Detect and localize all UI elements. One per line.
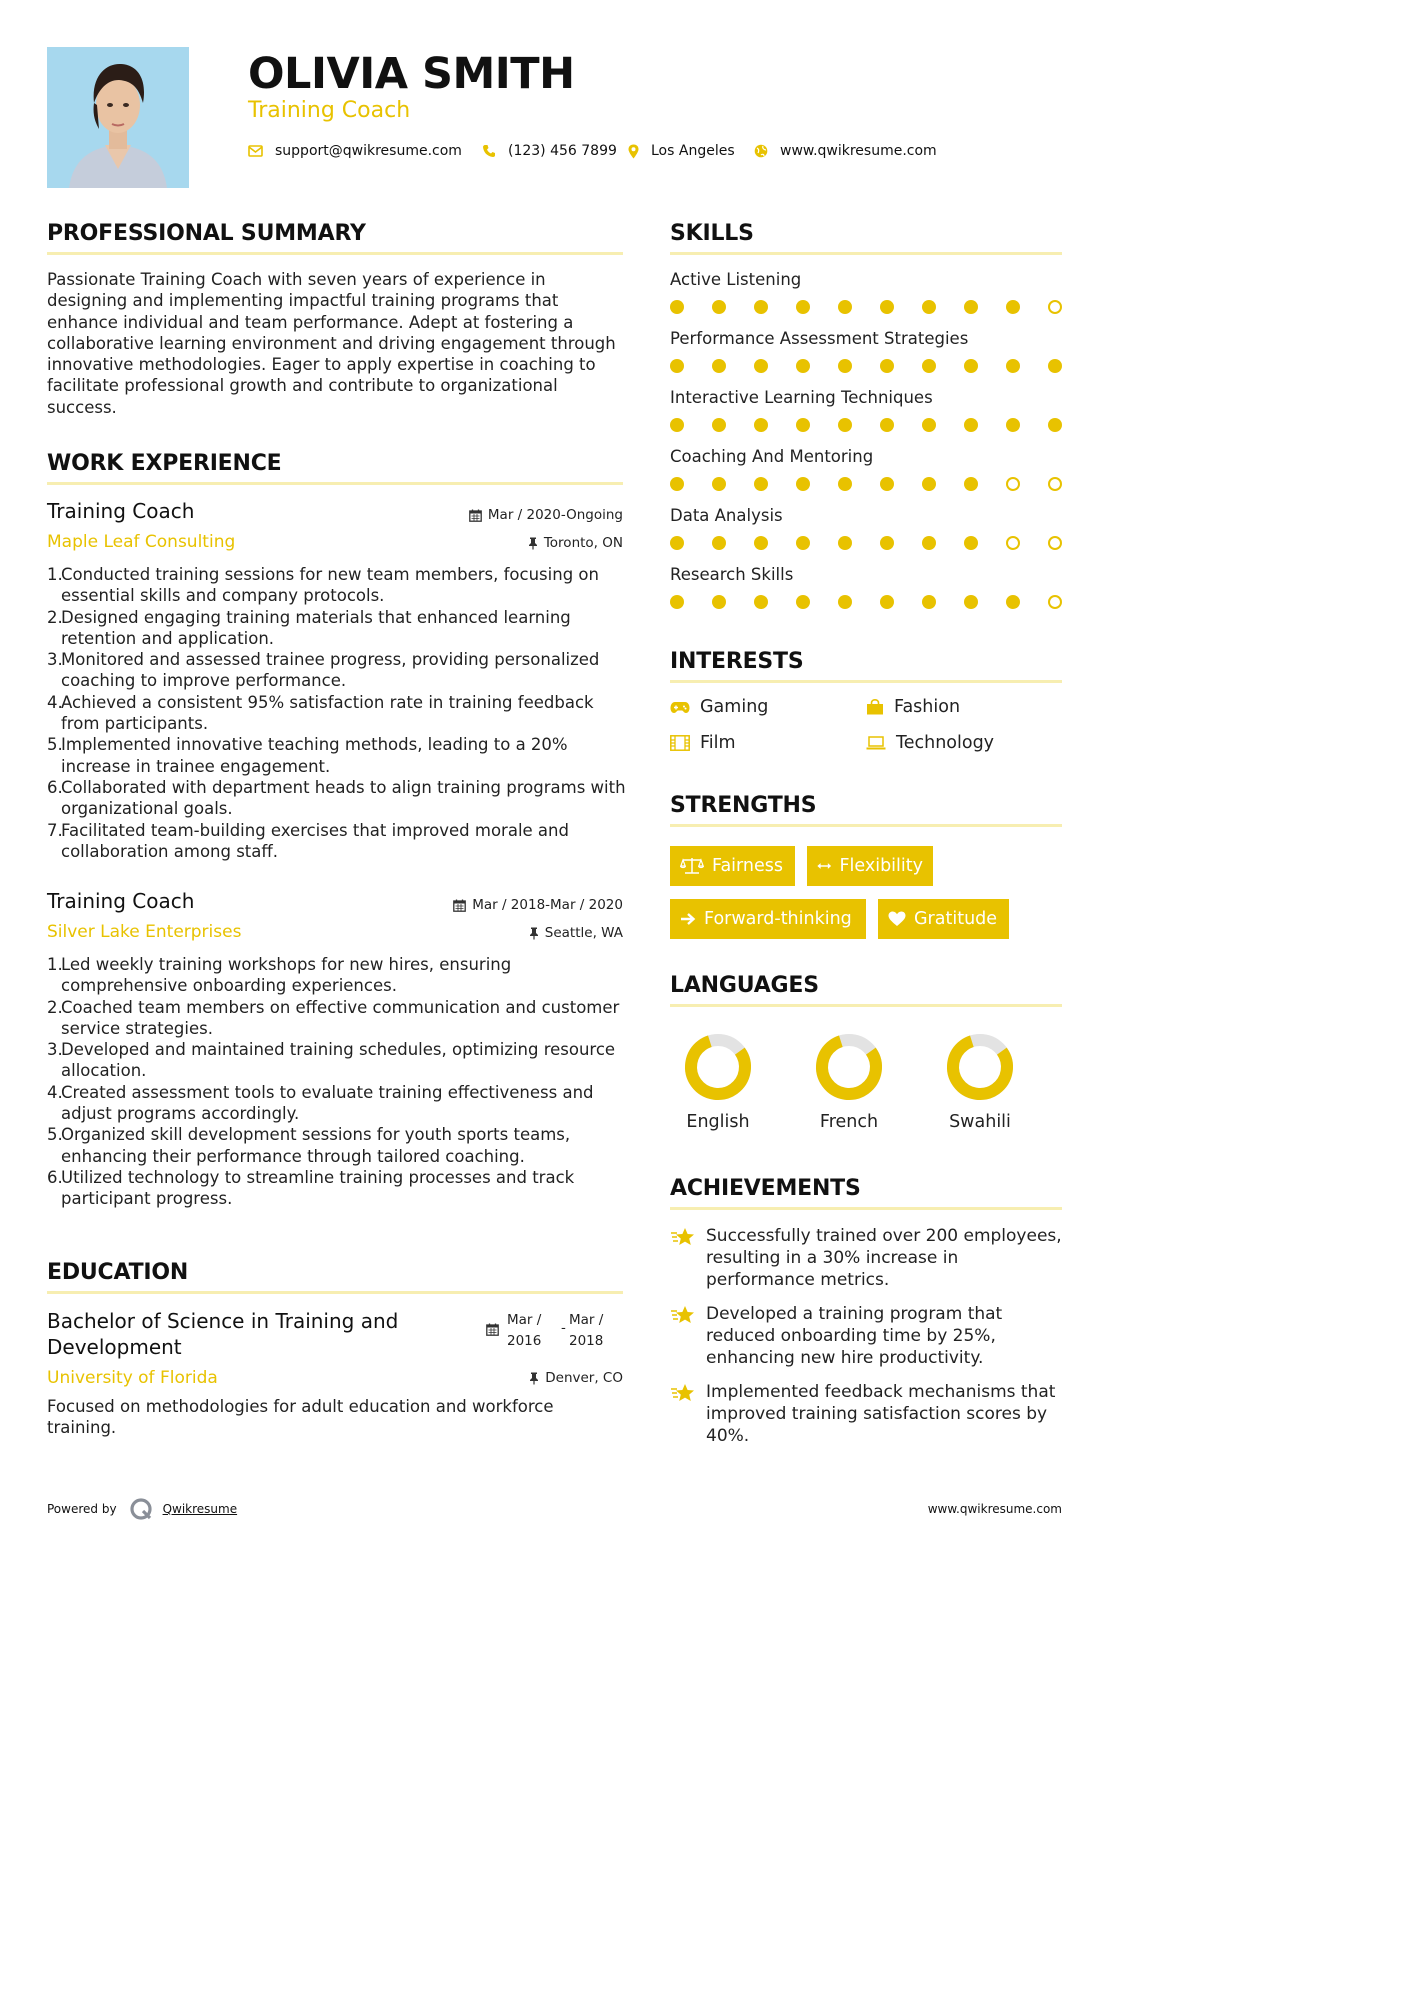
skill-name: Coaching And Mentoring [670,447,874,466]
globe-icon [754,144,768,158]
rating-dot-filled [922,477,936,491]
rating-dot-filled [880,477,894,491]
rating-dot-filled [712,477,726,491]
skill-item [670,387,1062,446]
interests-heading: INTERESTS [670,649,804,674]
strength-label: Fairness [712,856,784,876]
rating-dot-filled [838,359,852,373]
list-item: Conducted training sessions for new team members, focusing on essential skills and company protocols. [61,565,599,606]
education-end-year: 2018 [569,1333,604,1349]
rating-dot-filled [838,595,852,609]
section-divider [670,1207,1062,1210]
film-icon [670,735,690,751]
rating-dot-filled [754,477,768,491]
rating-dot-filled [922,300,936,314]
pushpin-icon [529,927,539,940]
summary-text: Passionate Training Coach with seven years of experience in designing and implementing impactful training programs that enhance individual and team performance. Adept at fostering a collaborative learning environment and driving engagement through innovative methodologies. Eager to apply expertise in coaching to facilitate professional growth and contribute to organizational success. [47,270,616,417]
list-item: Collaborated with department heads to align training programs with organizational goals. [61,777,626,819]
rating-dot-filled [796,359,810,373]
strengths-heading: STRENGTHS [670,793,817,818]
calendar-icon [486,1323,499,1336]
section-divider [47,482,623,485]
portrait-image [47,47,189,188]
rating-dot-filled [712,418,726,432]
profile-photo [47,47,189,188]
achievement-text: Developed a training program that reduced onboarding time by 25%, enhancing new hire productivity. [706,1304,1003,1368]
job-dates [469,506,623,524]
language-proficiency-ring [814,1032,884,1102]
rating-dot-empty [1048,595,1062,609]
language-name: Swahili [949,1112,1011,1132]
skill-item [670,564,1062,623]
rating-dot-filled [880,595,894,609]
strength-fairness [670,846,795,886]
skill-name: Research Skills [670,565,794,584]
rating-dot-filled [1006,300,1020,314]
rating-dot-filled [670,536,684,550]
strength-label: Gratitude [914,909,998,929]
rating-dot-filled [922,595,936,609]
candidate-name: OLIVIA SMITH [248,49,575,99]
degree-title: Bachelor of Science in Training and Development [47,1309,399,1359]
rating-dot-filled [964,300,978,314]
rating-dot-filled [754,595,768,609]
rating-dot-filled [754,536,768,550]
language-item [678,1032,758,1132]
list-item: Facilitated team-building exercises that improved morale and collaboration among staff. [61,820,569,861]
skill-rating [670,477,1062,493]
skill-name: Performance Assessment Strategies [670,329,969,348]
arrows-horizontal-icon [817,860,831,872]
job-title: Training Coach [47,499,195,523]
star-icon [670,1227,696,1247]
rating-dot-filled [838,536,852,550]
list-item: Monitored and assessed trainee progress, providing personalized coaching to improve performance. [61,650,600,691]
rating-dot-empty [1048,300,1062,314]
list-item: Utilized technology to streamline training processes and track participant progress. [61,1167,575,1209]
education-dates [486,1310,626,1354]
rating-dot-filled [880,536,894,550]
achievement-item [670,1381,1062,1447]
skill-rating [670,536,1062,552]
skill-name: Data Analysis [670,506,783,525]
rating-dot-empty [1006,477,1020,491]
strength-label: Forward-thinking [704,909,852,929]
list-item: Designed engaging training materials that enhanced learning retention and application. [61,607,571,648]
contact-location [628,141,735,161]
rating-dot-filled [754,300,768,314]
education-location [529,1369,623,1387]
balance-scale-icon [680,857,704,875]
company-name: Silver Lake Enterprises [47,922,242,942]
footer-website[interactable]: www.qwikresume.com [927,1502,1062,1516]
company-name: Maple Leaf Consulting [47,532,236,552]
achievement-text: Successfully trained over 200 employees, resulting in a 30% increase in performance metrics. [706,1226,1062,1290]
rating-dot-filled [796,595,810,609]
section-divider [670,252,1062,255]
interest-film [670,731,736,755]
laptop-icon [866,736,886,750]
interest-label: Gaming [700,697,769,717]
rating-dot-empty [1006,536,1020,550]
language-proficiency-ring [945,1032,1015,1102]
star-icon [670,1305,696,1325]
brand-link[interactable]: Qwikresume [162,1502,238,1516]
job-location [529,924,623,942]
job-dates [453,896,623,914]
languages-heading: LANGUAGES [670,973,819,998]
language-proficiency-ring [683,1032,753,1102]
email-text: support@qwikresume.com [275,143,462,159]
skill-rating [670,359,1062,375]
phone-icon [482,144,496,158]
rating-dot-filled [796,300,810,314]
skill-item [670,505,1062,564]
heart-icon [888,911,906,927]
rating-dot-filled [838,477,852,491]
section-divider [47,1291,623,1294]
rating-dot-filled [712,300,726,314]
skill-rating [670,595,1062,611]
rating-dot-filled [796,536,810,550]
rating-dot-filled [880,418,894,432]
contact-email[interactable] [248,141,462,161]
skill-item [670,328,1062,387]
rating-dot-filled [712,536,726,550]
skill-item [670,446,1062,505]
job-location [528,534,623,552]
rating-dot-filled [838,300,852,314]
calendar-icon [469,509,482,522]
job-duties-list [47,954,627,1210]
achievement-item [670,1225,1062,1291]
interest-label: Technology [896,733,995,753]
summary-heading: PROFESSIONAL SUMMARY [47,221,366,246]
education-location-text: Denver, CO [545,1370,623,1386]
education-start-year: 2016 [507,1333,542,1349]
pushpin-icon [528,537,538,550]
rating-dot-filled [670,418,684,432]
education-date-dash: - [561,1320,566,1336]
qwikresume-logo-icon [129,1497,153,1521]
section-divider [670,1004,1062,1007]
list-item: Implemented innovative teaching methods, leading to a 20% increase in trainee engagement. [61,735,568,776]
location-text: Los Angeles [651,143,735,159]
rating-dot-filled [880,359,894,373]
gamepad-icon [670,701,690,714]
rating-dot-filled [964,418,978,432]
language-name: French [819,1112,879,1132]
interest-technology [866,731,994,755]
rating-dot-filled [1048,418,1062,432]
rating-dot-filled [796,418,810,432]
rating-dot-filled [670,300,684,314]
achievements-heading: ACHIEVEMENTS [670,1176,861,1201]
achievement-item [670,1303,1062,1369]
envelope-icon [248,145,263,157]
interest-label: Film [700,733,736,753]
rating-dot-filled [838,418,852,432]
strength-label: Flexibility [839,856,923,876]
rating-dot-filled [796,477,810,491]
rating-dot-filled [964,477,978,491]
interest-label: Fashion [894,697,961,717]
skill-name: Interactive Learning Techniques [670,388,933,407]
skills-list [670,269,1062,623]
phone-text: (123) 456 7899 [508,143,617,159]
rating-dot-filled [670,477,684,491]
rating-dot-filled [964,536,978,550]
strength-flexibility [807,846,933,886]
star-icon [670,1383,696,1403]
interest-fashion [866,695,960,719]
skill-rating [670,300,1062,316]
candidate-title: Training Coach [248,98,411,123]
map-pin-icon [628,144,639,159]
shopping-bag-icon [866,699,884,715]
education-description: Focused on methodologies for adult education and workforce training. [47,1397,554,1438]
arrow-right-icon [680,912,696,926]
section-divider [670,824,1062,827]
school-name: University of Florida [47,1368,218,1388]
job-location-text: Seattle, WA [544,925,623,941]
skills-heading: SKILLS [670,221,754,246]
rating-dot-filled [754,359,768,373]
rating-dot-filled [880,300,894,314]
rating-dot-filled [1006,595,1020,609]
strength-gratitude [878,899,1009,939]
list-item: Developed and maintained training schedules, optimizing resource allocation. [61,1040,616,1081]
strength-forward-thinking [670,899,866,939]
rating-dot-filled [712,359,726,373]
interest-gaming [670,695,768,719]
list-item: Created assessment tools to evaluate training effectiveness and adjust programs accordingly. [61,1082,594,1124]
rating-dot-filled [670,359,684,373]
skill-item [670,269,1062,328]
education-start-month: Mar / [507,1312,542,1328]
rating-dot-filled [922,418,936,432]
contact-phone[interactable] [482,141,617,161]
powered-by-text: Powered by [47,1502,117,1516]
work-experience-heading: WORK EXPERIENCE [47,451,282,476]
rating-dot-filled [754,418,768,432]
job-dates-text: Mar / 2018-Mar / 2020 [472,897,623,913]
skill-rating [670,418,1062,434]
language-name: English [686,1112,750,1132]
achievement-text: Implemented feedback mechanisms that improved training satisfaction scores by 40%. [706,1382,1056,1446]
list-item: Achieved a consistent 95% satisfaction rate in training feedback from participants. [61,692,594,734]
list-item: Organized skill development sessions for youth sports teams, enhancing their performance through tailored coaching. [61,1125,571,1166]
rating-dot-filled [1048,359,1062,373]
education-end-month: Mar / [569,1312,604,1328]
footer-powered-by [47,1497,237,1521]
rating-dot-filled [1006,359,1020,373]
pushpin-icon [529,1372,539,1385]
rating-dot-filled [712,595,726,609]
section-divider [47,252,623,255]
education-end [569,1310,603,1352]
achievements-list [670,1225,1062,1459]
rating-dot-empty [1048,477,1062,491]
education-heading: EDUCATION [47,1260,189,1285]
list-item: Led weekly training workshops for new hires, ensuring comprehensive onboarding experiences. [61,955,512,996]
rating-dot-filled [922,536,936,550]
language-item [809,1032,889,1132]
website-text: www.qwikresume.com [780,143,937,159]
rating-dot-filled [964,359,978,373]
list-item: Coached team members on effective communication and customer service strategies. [61,997,620,1038]
job-dates-text: Mar / 2020-Ongoing [487,507,623,523]
rating-dot-filled [964,595,978,609]
job-title: Training Coach [47,889,195,913]
languages-list [678,1032,1038,1142]
skill-name: Active Listening [670,270,802,289]
rating-dot-empty [1048,536,1062,550]
job-duties-list [47,564,627,862]
calendar-icon [453,899,466,912]
education-start [507,1310,541,1352]
language-item [940,1032,1020,1132]
rating-dot-filled [1006,418,1020,432]
section-divider [670,680,1062,683]
contact-website[interactable] [754,141,937,161]
rating-dot-filled [670,595,684,609]
rating-dot-filled [922,359,936,373]
job-location-text: Toronto, ON [543,535,623,551]
